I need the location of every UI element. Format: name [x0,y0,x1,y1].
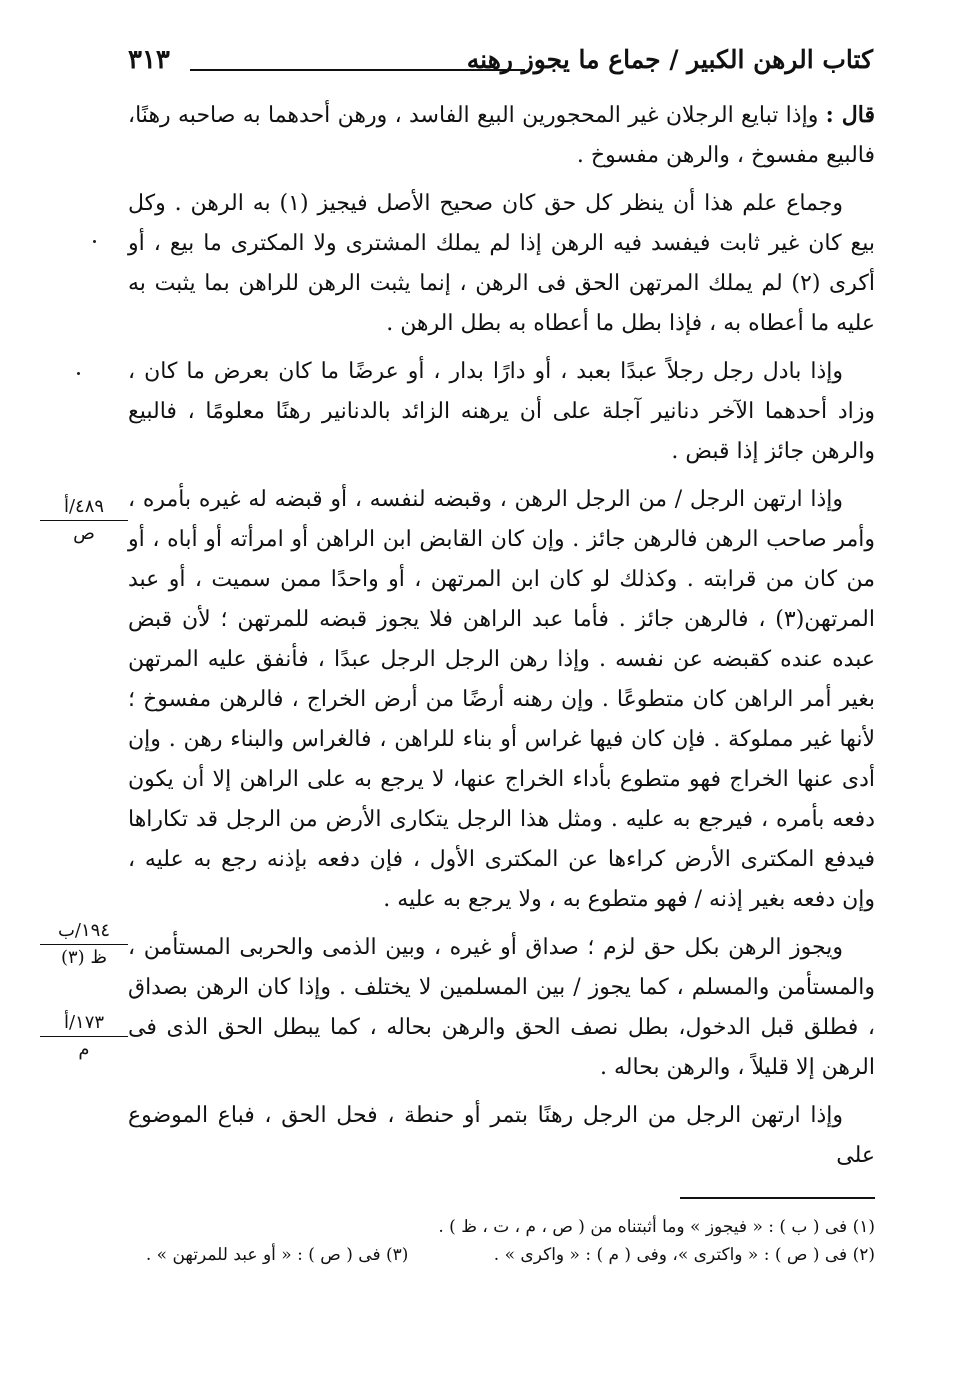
page-number: ٣١٣ [128,45,170,75]
margin-note-number: ١٩٤/ب [40,920,128,945]
paragraph-1-text: وإذا تبايع الرجلان غير المحجورين البيع الفاسد ، ورهن أحدهما به صاحبه رهنًا، فالبيع مفسوخ ، والرهن مفسوخ . [128,103,875,168]
margin-note-1 [40,496,128,545]
footnote-1: (١) فى ( ب ) : « فيجوز » وما أثبتناه من ( ص ، م ، ت ، ظ ) . [438,1217,875,1237]
paragraph-2: وجماع علم هذا أن ينظر كل حق كان صحيح الأصل فيجيز (١) به الرهن . وكل بيع كان غير ثابت فيفسد فيه الرهن إذا لم يملك المشترى ولا المكترى ما بيع ، أو أكرى (٢) لم يملك المرتهن الحق فى الرهن ، إنما يثبت الرهن للراهن بما يثبت به عليه ما أعطاه به ، فإذا بطل ما أعطاه به بطل الرهن . [128,191,875,336]
margin-note-number: ١٧٣/أ [40,1012,128,1037]
speck-mark [93,240,96,243]
qal-label: قال : [825,102,875,128]
margin-note-number: ٤٨٩/أ [40,496,128,521]
paragraph-4: وإذا ارتهن الرجل / من الرجل الرهن ، وقبضه لنفسه ، أو قبضه له غيره بأمره ، وأمر صاحب الرهن فالرهن جائز . وإن كان القابض ابن الراهن أو امرأته أو أباه ، أو من كان من قرابته . وكذلك لو كان ابن المرتهن ، أو واحدًا ممن سميت ، أو عبد المرتهن(٣) ، فالرهن جائز . فأما عبد الراهن فلا يجوز قبضه للمرتهن ؛ لأن قبض عبده عنده كقبضه عن نفسه . وإذا رهن الرجل الرجل عبدًا ، فأنفق عليه المرتهن بغير أمر الراهن كان متطوعًا . وإن رهنه أرضًا من أرض الخراج ، فالرهن مفسوخ ؛ لأنها غير مملوكة . فإن كان فيها غراس أو بناء للراهن ، فالغراس والبناء رهن . وإن أدى عنها الخراج فهو متطوع بأداء الخراج عنها، لا يرجع به على الراهن إلا أن يكون دفعه بأمره ، فيرجع به عليه . ومثل هذا الرجل يتكارى الأرض من الرجل قد تكاراها فيدفع المكترى الأرض كراءها عن المكترى الأول ، فإن دفعه بإذنه رجع به عليه ، وإن دفعه بغير إذنه / فهو متطوع به ، ولا يرجع به عليه . [128,487,876,912]
paragraph-5: ويجوز الرهن بكل حق لزم ؛ صداق أو غيره ، وبين الذمى والحربى المستأمن ، والمستأمن والمسلم ، كما يجوز / بين المسلمين لا يختلف . وإذا كان الرهن بصداق ، فطلق قبل الدخول، بطل نصف الحق والرهن بحاله ، كما يبطل الحق الذى فى الرهن إلا قليلاً ، والرهن بحاله . [128,935,875,1080]
main-text [128,95,875,1176]
paragraph-1 [128,95,875,176]
header-rule [190,69,525,71]
paragraph-6: وإذا ارتهن الرجل من الرجل رهنًا بتمر أو حنطة ، فحل الحق ، فباع الموضوع على [128,1103,875,1168]
footnote-2-line [140,1241,875,1269]
speck-mark [77,372,80,375]
margin-note-source: ظ (٣) [60,947,108,968]
margin-note-2 [40,920,128,969]
running-header [128,45,873,85]
margin-note-source: ص [73,523,95,544]
footnote-rule [680,1197,875,1199]
paragraph-3: وإذا بادل رجل رجلاً عبدًا بعبد ، أو دارًا بدار ، أو عرضًا ما كان بعرض ما كان ، وزاد أحدهما الآخر دنانير آجلة على أن يرهنه الزائد بالدنانير رهنًا معلومًا ، فالبيع والرهن جائز إذا قبض . [128,359,875,464]
running-title: كتاب الرهن الكبير / جماع ما يجوز رهنه [466,45,873,74]
footnote-3: (٣) فى ( ص ) : « أو عبد للمرتهن » . [145,1245,409,1265]
footnote-2: (٢) فى ( ص ) : « واكترى »، وفى ( م ) : « واكرى » . [493,1245,875,1265]
footnotes [140,1213,875,1269]
margin-note-source: م [78,1039,90,1060]
margin-note-3 [40,1012,128,1061]
